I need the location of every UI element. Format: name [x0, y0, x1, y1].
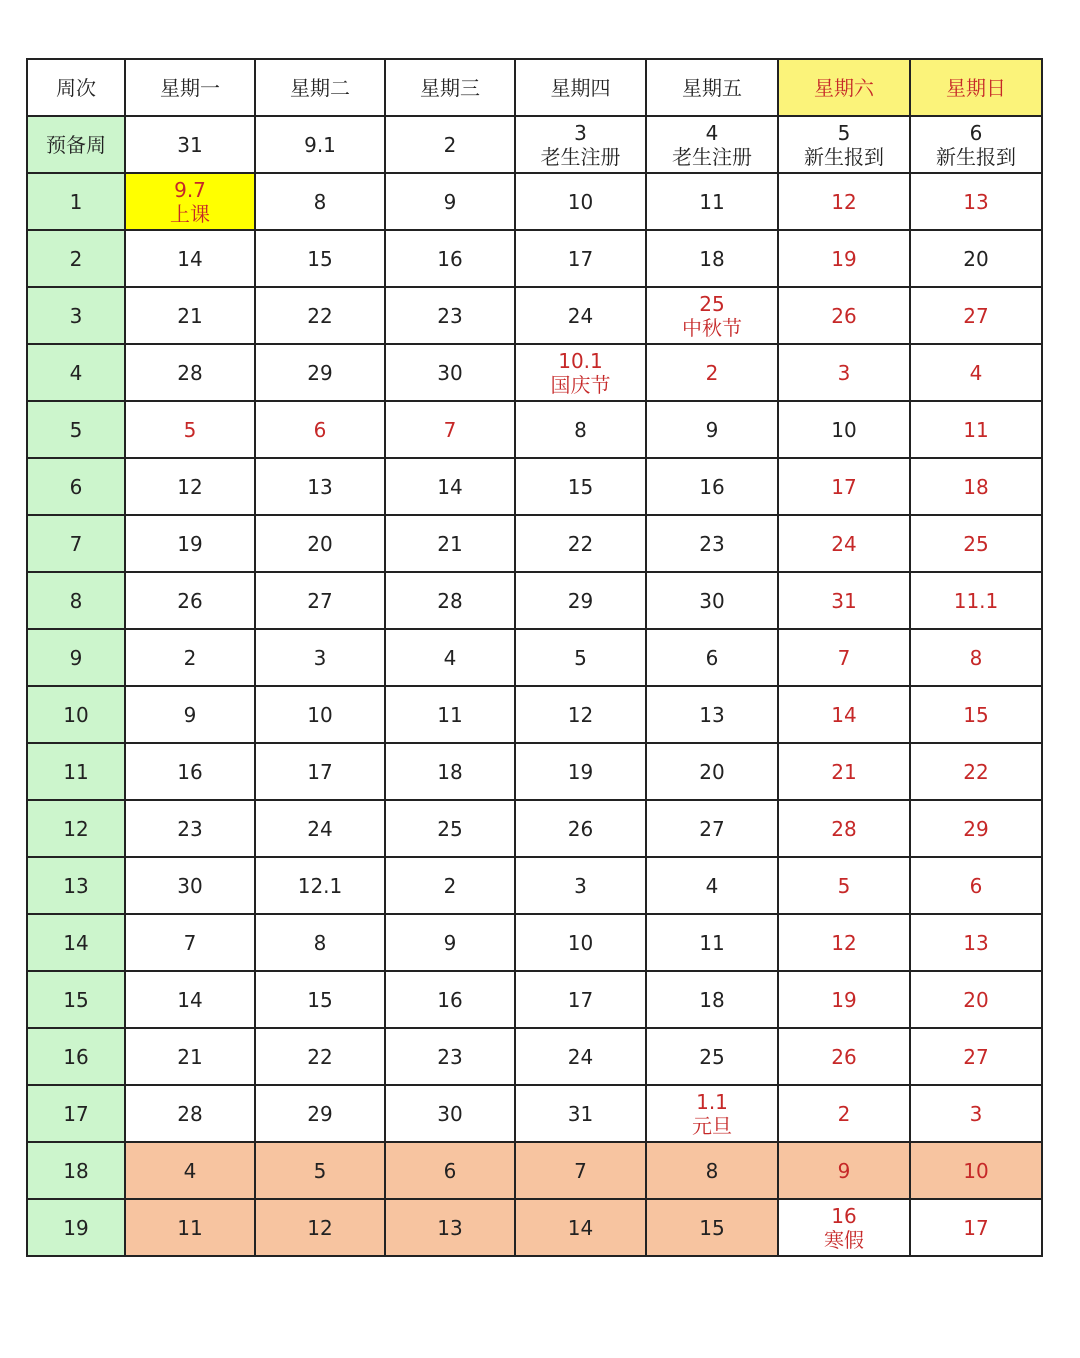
date-text: 9.7: [174, 177, 206, 202]
day-cell: 11: [646, 173, 778, 230]
day-cell: 9: [778, 1142, 910, 1199]
day-cell: 3: [515, 857, 646, 914]
day-cell: 28: [385, 572, 515, 629]
day-cell: 16: [125, 743, 255, 800]
date-text: 6: [969, 120, 983, 145]
day-cell: 31: [125, 116, 255, 173]
day-cell: 19: [515, 743, 646, 800]
semester-calendar-table: [26, 58, 1043, 1257]
day-cell: 27: [646, 800, 778, 857]
day-cell: 18: [385, 743, 515, 800]
day-cell: [515, 344, 646, 401]
day-cell: 4: [125, 1142, 255, 1199]
day-cell: 4: [910, 344, 1042, 401]
date-text: 16: [831, 1203, 857, 1228]
week-row: [27, 572, 1042, 629]
event-note: 老生注册: [672, 144, 752, 169]
week-row: [27, 1028, 1042, 1085]
week-column-header: 周次: [27, 59, 125, 116]
day-cell: 23: [385, 1028, 515, 1085]
day-cell: 26: [125, 572, 255, 629]
header-row: [27, 59, 1042, 116]
week-row: [27, 629, 1042, 686]
day-cell: 3: [910, 1085, 1042, 1142]
day-cell: 24: [515, 1028, 646, 1085]
day-header-friday: 星期五: [646, 59, 778, 116]
week-row: [27, 458, 1042, 515]
day-cell: 3: [255, 629, 385, 686]
week-number-cell: 18: [27, 1142, 125, 1199]
day-cell: 24: [515, 287, 646, 344]
day-cell: 6: [646, 629, 778, 686]
day-cell: 24: [255, 800, 385, 857]
date-text: 10.1: [558, 348, 603, 373]
event-note: 新生报到: [804, 144, 884, 169]
day-cell: [910, 116, 1042, 173]
day-cell: 9: [125, 686, 255, 743]
day-cell: 8: [646, 1142, 778, 1199]
day-cell: 21: [125, 287, 255, 344]
day-cell: 30: [125, 857, 255, 914]
day-cell: 11: [385, 686, 515, 743]
week-number-cell: 19: [27, 1199, 125, 1256]
day-cell: 28: [125, 344, 255, 401]
day-cell: 11: [910, 401, 1042, 458]
day-cell: 22: [910, 743, 1042, 800]
event-note: 中秋节: [682, 315, 742, 340]
day-cell: 30: [385, 344, 515, 401]
day-cell: 12: [515, 686, 646, 743]
day-cell: 22: [515, 515, 646, 572]
calendar-body: [27, 116, 1042, 1256]
week-row: [27, 800, 1042, 857]
day-cell: 21: [125, 1028, 255, 1085]
day-cell: 27: [255, 572, 385, 629]
day-cell: 14: [515, 1199, 646, 1256]
day-cell: 6: [255, 401, 385, 458]
day-header-tuesday: 星期二: [255, 59, 385, 116]
date-text: 1.1: [696, 1089, 728, 1114]
day-cell: 18: [646, 971, 778, 1028]
day-cell: 7: [125, 914, 255, 971]
day-cell: 15: [646, 1199, 778, 1256]
week-row: [27, 686, 1042, 743]
day-cell: [125, 173, 255, 230]
week-number-cell: 16: [27, 1028, 125, 1085]
day-cell: 26: [515, 800, 646, 857]
day-cell: 14: [125, 971, 255, 1028]
day-cell: [778, 116, 910, 173]
week-row: [27, 116, 1042, 173]
day-cell: 13: [910, 173, 1042, 230]
week-row: [27, 914, 1042, 971]
day-cell: 8: [255, 173, 385, 230]
day-cell: 8: [910, 629, 1042, 686]
day-cell: 12: [255, 1199, 385, 1256]
day-cell: 8: [255, 914, 385, 971]
day-cell: 2: [778, 1085, 910, 1142]
day-cell: 12: [125, 458, 255, 515]
week-number-cell: 4: [27, 344, 125, 401]
day-cell: [646, 116, 778, 173]
week-number-cell: 6: [27, 458, 125, 515]
day-cell: [778, 1199, 910, 1256]
day-cell: 15: [255, 230, 385, 287]
day-cell: 10: [515, 914, 646, 971]
day-cell: 23: [646, 515, 778, 572]
event-note: 老生注册: [540, 144, 621, 169]
day-cell: 9: [385, 914, 515, 971]
day-cell: 14: [778, 686, 910, 743]
day-cell: 22: [255, 1028, 385, 1085]
day-cell: 18: [646, 230, 778, 287]
day-cell: 2: [125, 629, 255, 686]
day-cell: 10: [515, 173, 646, 230]
day-header-saturday: 星期六: [778, 59, 910, 116]
day-cell: 7: [515, 1142, 646, 1199]
day-cell: 20: [255, 515, 385, 572]
day-cell: 2: [385, 116, 515, 173]
week-row: [27, 1142, 1042, 1199]
day-cell: 19: [778, 230, 910, 287]
day-cell: 15: [910, 686, 1042, 743]
day-cell: 5: [255, 1142, 385, 1199]
day-cell: 19: [125, 515, 255, 572]
week-row: [27, 287, 1042, 344]
week-row: [27, 743, 1042, 800]
day-cell: 20: [910, 971, 1042, 1028]
day-cell: 12: [778, 914, 910, 971]
day-cell: 12.1: [255, 857, 385, 914]
day-cell: 19: [778, 971, 910, 1028]
day-cell: [646, 1085, 778, 1142]
day-cell: 15: [255, 971, 385, 1028]
event-note: 元旦: [692, 1113, 732, 1138]
week-row: [27, 515, 1042, 572]
day-cell: 5: [125, 401, 255, 458]
day-cell: 20: [646, 743, 778, 800]
day-cell: 24: [778, 515, 910, 572]
week-number-cell: 10: [27, 686, 125, 743]
day-cell: 25: [910, 515, 1042, 572]
week-row: [27, 401, 1042, 458]
day-cell: 13: [646, 686, 778, 743]
day-cell: 8: [515, 401, 646, 458]
day-cell: 9.1: [255, 116, 385, 173]
date-text: 4: [705, 120, 719, 145]
day-cell: 29: [515, 572, 646, 629]
week-number-cell: 12: [27, 800, 125, 857]
day-cell: 29: [255, 344, 385, 401]
week-row: [27, 230, 1042, 287]
day-cell: 16: [385, 230, 515, 287]
day-cell: 7: [385, 401, 515, 458]
day-cell: 21: [778, 743, 910, 800]
day-cell: 27: [910, 1028, 1042, 1085]
day-cell: 16: [385, 971, 515, 1028]
day-header-monday: 星期一: [125, 59, 255, 116]
event-note: 国庆节: [550, 372, 611, 397]
day-cell: 25: [646, 1028, 778, 1085]
day-cell: 17: [255, 743, 385, 800]
day-cell: 15: [515, 458, 646, 515]
day-cell: 9: [646, 401, 778, 458]
day-cell: 3: [778, 344, 910, 401]
week-row: [27, 1085, 1042, 1142]
date-text: 3: [574, 120, 587, 145]
day-cell: 5: [778, 857, 910, 914]
day-cell: 23: [385, 287, 515, 344]
day-cell: 31: [515, 1085, 646, 1142]
week-number-cell: 17: [27, 1085, 125, 1142]
week-number-cell: 5: [27, 401, 125, 458]
day-cell: 17: [778, 458, 910, 515]
day-header-thursday: 星期四: [515, 59, 646, 116]
day-cell: 10: [778, 401, 910, 458]
date-text: 25: [699, 291, 725, 316]
day-cell: 4: [385, 629, 515, 686]
week-number-cell: 8: [27, 572, 125, 629]
week-number-cell: 3: [27, 287, 125, 344]
event-note: 新生报到: [936, 144, 1016, 169]
day-cell: [646, 287, 778, 344]
day-cell: 17: [515, 230, 646, 287]
day-cell: 25: [385, 800, 515, 857]
day-cell: 17: [910, 1199, 1042, 1256]
day-cell: 28: [125, 1085, 255, 1142]
day-cell: 17: [515, 971, 646, 1028]
week-row: [27, 173, 1042, 230]
day-header-sunday: 星期日: [910, 59, 1042, 116]
day-cell: 12: [778, 173, 910, 230]
week-number-cell: 7: [27, 515, 125, 572]
day-cell: 13: [255, 458, 385, 515]
day-cell: 26: [778, 287, 910, 344]
day-cell: 13: [385, 1199, 515, 1256]
day-cell: 6: [385, 1142, 515, 1199]
day-cell: 29: [255, 1085, 385, 1142]
week-row: [27, 1199, 1042, 1256]
day-cell: 14: [385, 458, 515, 515]
week-row: [27, 344, 1042, 401]
day-cell: 10: [910, 1142, 1042, 1199]
day-cell: 13: [910, 914, 1042, 971]
day-cell: 2: [646, 344, 778, 401]
day-cell: 31: [778, 572, 910, 629]
day-cell: 21: [385, 515, 515, 572]
day-cell: 2: [385, 857, 515, 914]
day-cell: 6: [910, 857, 1042, 914]
day-cell: 30: [385, 1085, 515, 1142]
day-cell: 29: [910, 800, 1042, 857]
day-cell: 26: [778, 1028, 910, 1085]
day-cell: 11.1: [910, 572, 1042, 629]
day-cell: 16: [646, 458, 778, 515]
week-number-cell: 15: [27, 971, 125, 1028]
week-number-cell: 13: [27, 857, 125, 914]
week-row: [27, 857, 1042, 914]
week-number-cell: 2: [27, 230, 125, 287]
week-number-cell: 9: [27, 629, 125, 686]
week-number-cell: 11: [27, 743, 125, 800]
event-note: 上课: [170, 201, 210, 226]
day-cell: 4: [646, 857, 778, 914]
day-cell: 23: [125, 800, 255, 857]
day-cell: 9: [385, 173, 515, 230]
week-number-cell: 预备周: [27, 116, 125, 173]
date-text: 5: [837, 120, 851, 145]
day-cell: 28: [778, 800, 910, 857]
week-number-cell: 14: [27, 914, 125, 971]
day-cell: 7: [778, 629, 910, 686]
week-number-cell: 1: [27, 173, 125, 230]
day-cell: 18: [910, 458, 1042, 515]
day-cell: 20: [910, 230, 1042, 287]
day-cell: 11: [646, 914, 778, 971]
day-cell: 22: [255, 287, 385, 344]
week-row: [27, 971, 1042, 1028]
day-cell: 10: [255, 686, 385, 743]
day-cell: 27: [910, 287, 1042, 344]
day-cell: 5: [515, 629, 646, 686]
event-note: 寒假: [824, 1227, 864, 1252]
day-cell: 30: [646, 572, 778, 629]
day-cell: 11: [125, 1199, 255, 1256]
day-header-wednesday: 星期三: [385, 59, 515, 116]
day-cell: 14: [125, 230, 255, 287]
day-cell: [515, 116, 646, 173]
